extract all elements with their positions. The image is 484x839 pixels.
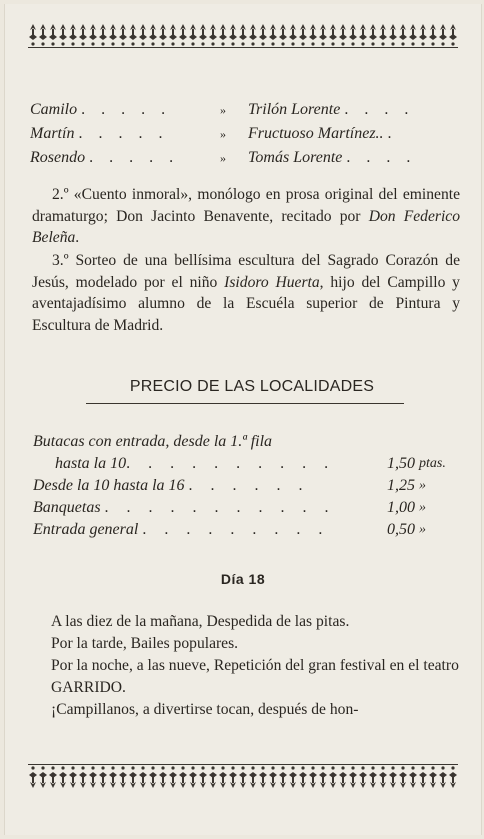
price-row bbox=[33, 475, 463, 497]
top-ornamental-border bbox=[28, 22, 458, 48]
prices-title: PRECIO DE LAS LOCALIDADES bbox=[129, 378, 375, 395]
ditto-mark: » bbox=[220, 103, 226, 117]
cast-list bbox=[30, 98, 460, 170]
event-line: Por la tarde, Bailes populares. bbox=[51, 635, 239, 652]
price-label: Desde la 10 hasta la 16 . . . . . . bbox=[33, 477, 310, 494]
price-label: Butacas con entrada, desde la 1.ª fila bbox=[33, 433, 273, 450]
program-page bbox=[4, 4, 482, 835]
program-item-3: 3.º Sorteo de una bellísima escultura del Sagrado Corazón de Jesús, modelado por el niño Isidoro Huerta, hijo del Campillo y aventajadísimo alumno de la Escuéla superior de Pintura y Escultura de Madrid. bbox=[32, 252, 460, 334]
price-row bbox=[33, 453, 463, 475]
program-item-2: 2.º «Cuento inmoral», monólogo en prosa original del eminente dramaturgo; Don Jacinto Benavente, recitado por Don Federico Beleña. bbox=[32, 186, 460, 246]
cast-role: Camilo . . . . . bbox=[30, 101, 172, 118]
event-line: Por la noche, a las nueve, Repetición del gran festival en el teatro GARRIDO. bbox=[51, 657, 459, 696]
cast-row bbox=[30, 98, 460, 122]
bottom-ornamental-border bbox=[28, 764, 458, 790]
price-value: 1,50 bbox=[387, 455, 415, 472]
price-unit: ptas. bbox=[419, 456, 446, 471]
ornament-border-icon bbox=[28, 22, 458, 48]
cast-actor: Fructuoso Martínez.. . bbox=[248, 125, 398, 142]
ditto-mark: » bbox=[220, 127, 226, 141]
price-unit: » bbox=[419, 500, 426, 515]
price-label: Banquetas . . . . . . . . . . . bbox=[33, 499, 336, 516]
price-label: Entrada general . . . . . . . . . bbox=[33, 521, 330, 538]
day-title: Día 18 bbox=[220, 571, 266, 587]
price-list bbox=[33, 431, 463, 541]
event-line: ¡Campillanos, a divertirse tocan, después de hon- bbox=[51, 701, 359, 718]
cast-row bbox=[30, 146, 460, 170]
cast-role: Martín . . . . . bbox=[30, 125, 169, 142]
price-value: 0,50 bbox=[387, 521, 415, 538]
cast-role: Rosendo . . . . . bbox=[30, 149, 180, 166]
price-label: hasta la 10. . . . . . . . . . bbox=[55, 455, 336, 472]
event-line: A las diez de la mañana, Despedida de las pitas. bbox=[51, 613, 350, 630]
price-row bbox=[33, 497, 463, 519]
price-unit: » bbox=[419, 478, 426, 493]
price-value: 1,25 bbox=[387, 477, 415, 494]
day-events bbox=[51, 611, 461, 721]
ditto-mark: » bbox=[220, 151, 226, 165]
price-row bbox=[33, 431, 463, 453]
price-value: 1,00 bbox=[387, 499, 415, 516]
cast-actor: Trilón Lorente . . . . bbox=[248, 101, 415, 118]
price-unit: » bbox=[419, 522, 426, 537]
cast-actor: Tomás Lorente . . . . bbox=[248, 149, 417, 166]
title-underline bbox=[86, 403, 404, 404]
ornament-border-icon bbox=[28, 764, 458, 790]
cast-row bbox=[30, 122, 460, 146]
price-row bbox=[33, 519, 463, 541]
